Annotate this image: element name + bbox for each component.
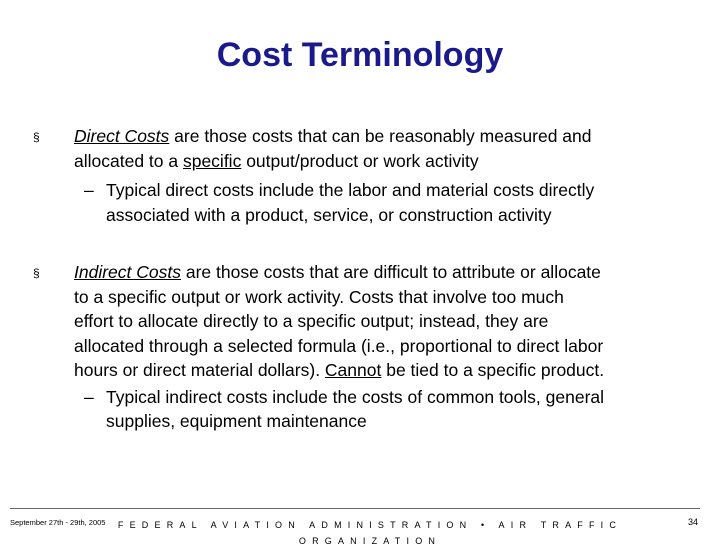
bullet-line xyxy=(74,359,604,381)
emphasis-cannot: Cannot xyxy=(324,360,382,380)
bullet-text: are those costs that can be reasonably measured and xyxy=(169,126,592,146)
footer-divider xyxy=(10,508,700,509)
sub-bullet-line: associated with a product, service, or construction activity xyxy=(106,205,552,225)
sub-bullet-line: Typical direct costs include the labor and material costs directly xyxy=(106,180,595,200)
sub-bullet-dash: – xyxy=(84,180,94,200)
page-number: 34 xyxy=(688,517,699,527)
bullet-text: allocated to a xyxy=(74,151,183,171)
bullet-line: allocated through a selected formula (i.e., proportional to direct labor xyxy=(74,336,604,356)
bullet-text: output/product or work activity xyxy=(241,151,479,171)
bullet-marker: § xyxy=(33,266,40,280)
bullet-text: hours or direct material dollars). xyxy=(74,360,325,380)
footer-organization: FEDERAL AVIATION ADMINISTRATION • AIR TRAFFIC ORGANIZATION xyxy=(117,520,623,546)
slide-title: Cost Terminology xyxy=(216,36,504,74)
bullet-line xyxy=(74,125,592,147)
sub-bullet-line: supplies, equipment maintenance xyxy=(106,411,367,431)
sub-bullet-line: Typical indirect costs include the costs of common tools, general xyxy=(106,387,605,407)
term-direct-costs: Direct Costs xyxy=(74,126,170,146)
term-indirect-costs: Indirect Costs xyxy=(74,262,181,282)
bullet-line xyxy=(74,261,601,283)
bullet-text: be tied to a specific product. xyxy=(381,360,605,380)
footer-date: September 27th - 29th, 2005 xyxy=(10,518,106,527)
bullet-marker: § xyxy=(33,130,40,144)
bullet-line: to a specific output or work activity. Costs that involve too much xyxy=(74,287,564,307)
bullet-text: are those costs that are difficult to attribute or allocate xyxy=(180,262,601,282)
emphasis-specific: specific xyxy=(182,151,242,171)
bullet-line xyxy=(74,150,479,172)
bullet-line: effort to allocate directly to a specific output; instead, they are xyxy=(74,311,549,331)
sub-bullet-dash: – xyxy=(84,387,94,407)
